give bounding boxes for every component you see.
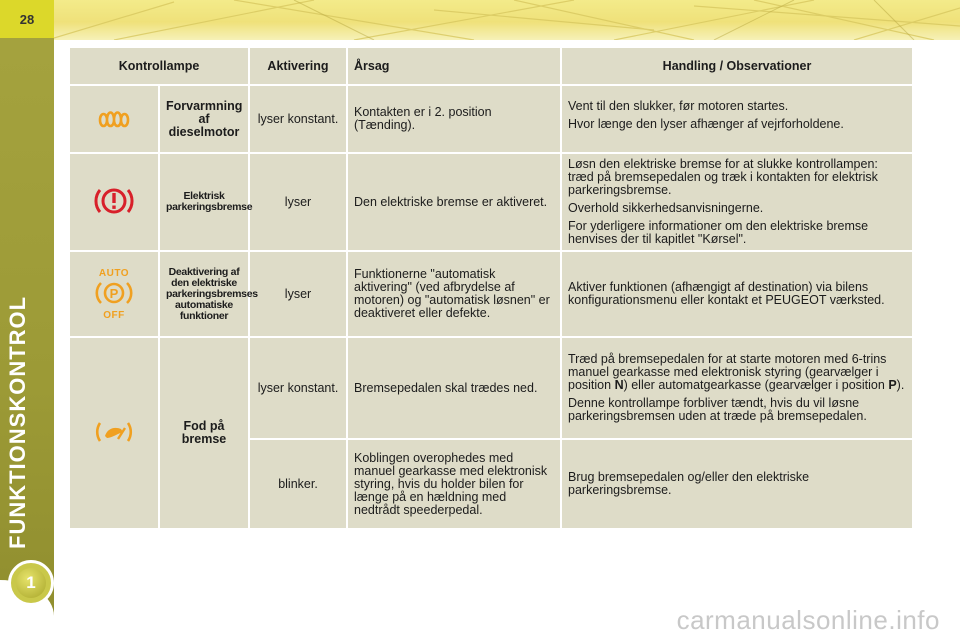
lamp-handling (562, 86, 912, 152)
table-header-row (70, 48, 912, 84)
lamp-activation: blinker. (250, 440, 346, 528)
lamp-handling (562, 338, 912, 438)
header-lamp: Kontrollampe (70, 48, 248, 84)
lamp-activation: lyser konstant. (250, 338, 346, 438)
lamp-name: Fod på bremse (160, 338, 248, 528)
p-letter: P (109, 285, 119, 301)
header-cause: Årsag (348, 48, 560, 84)
lamp-name: Elektrisk parkeringsbremse (160, 154, 248, 250)
handling-text: Brug bremsepedalen og/eller den elektriske parkeringsbremse. (568, 470, 810, 497)
header-decoration (54, 0, 960, 40)
table-row (70, 252, 912, 336)
chapter-number: 1 (16, 568, 46, 598)
lamp-cause: Koblingen overophedes med manuel gearkasse med elektronisk styring, hvis du holder bilen for længe på en hældning med nedtrådt speederpedal. (348, 440, 560, 528)
handling-text: Denne kontrollampe forbliver tændt, hvis du vil løsne parkeringsbremsen uden at træde på bremsepedalen. (568, 396, 867, 423)
lamp-icon-cell (70, 86, 158, 152)
foot-on-brake-icon (94, 417, 134, 447)
glow-plug-icon (97, 106, 131, 130)
page-number: 28 (0, 0, 54, 38)
handling-text: Vent til den slukker, før motoren startes. (568, 99, 789, 113)
auto-p-off-icon (94, 279, 134, 307)
lamp-cause: Den elektriske bremse er aktiveret. (348, 154, 560, 250)
electric-parking-brake-icon (94, 184, 134, 218)
lamp-table (68, 46, 914, 530)
lamp-handling (562, 252, 912, 336)
lamp-name: Deaktivering af den elektriske parkeringsbremses automatiske funktioner (160, 252, 248, 336)
lamp-activation: lyser (250, 154, 346, 250)
auto-label: AUTO (98, 267, 130, 279)
header-activation: Aktivering (250, 48, 346, 84)
handling-text: Træd på bremsepedalen for at starte motoren med 6-trins manuel gearkasse med elektronisk styring (gearvælger i position N) eller automatgearkasse (gearvælger i position P). (568, 352, 905, 392)
lamp-cause: Bremsepedalen skal trædes ned. (348, 338, 560, 438)
handling-text: Aktiver funktionen (afhængigt af destination) via bilens konfigurationsmenu eller kontakt et PEUGEOT værksted. (568, 280, 885, 307)
off-label: OFF (103, 309, 125, 321)
lamp-cause: Kontakten er i 2. position (Tænding). (348, 86, 560, 152)
decorative-lines (54, 0, 960, 40)
handling-text: Overhold sikkerhedsanvisningerne. (568, 201, 764, 215)
handling-text: For yderligere informationer om den elektriske bremse henvises der til kapitlet "Kørsel". (568, 219, 869, 246)
handling-text: Løsn den elektriske bremse for at slukke kontrollampen: træd på bremsepedalen og træk i kontakten for elektrisk parkeringsbremse. (568, 157, 878, 197)
lamp-cause: Funktionerne "automatisk aktivering" (ved afbrydelse af motoren) og "automatisk løsnen" er deaktiveret eller defekte. (348, 252, 560, 336)
lamp-icon-cell (70, 154, 158, 250)
warning-lamp-table (68, 46, 914, 530)
table-row (70, 338, 912, 438)
table-row (70, 154, 912, 250)
lamp-activation: lyser (250, 252, 346, 336)
header-handling: Handling / Observationer (562, 48, 912, 84)
table-row (70, 86, 912, 152)
lamp-handling (562, 440, 912, 528)
lamp-handling (562, 154, 912, 250)
chapter-badge (8, 560, 54, 606)
watermark: carmanualsonline.info (676, 605, 940, 635)
lamp-name: Forvarmning af dieselmotor (160, 86, 248, 152)
handling-text: Hvor længe den lyser afhænger af vejrforholdene. (568, 117, 844, 131)
lamp-icon-cell (70, 252, 158, 336)
lamp-activation: lyser konstant. (250, 86, 346, 152)
lamp-icon-cell (70, 338, 158, 528)
